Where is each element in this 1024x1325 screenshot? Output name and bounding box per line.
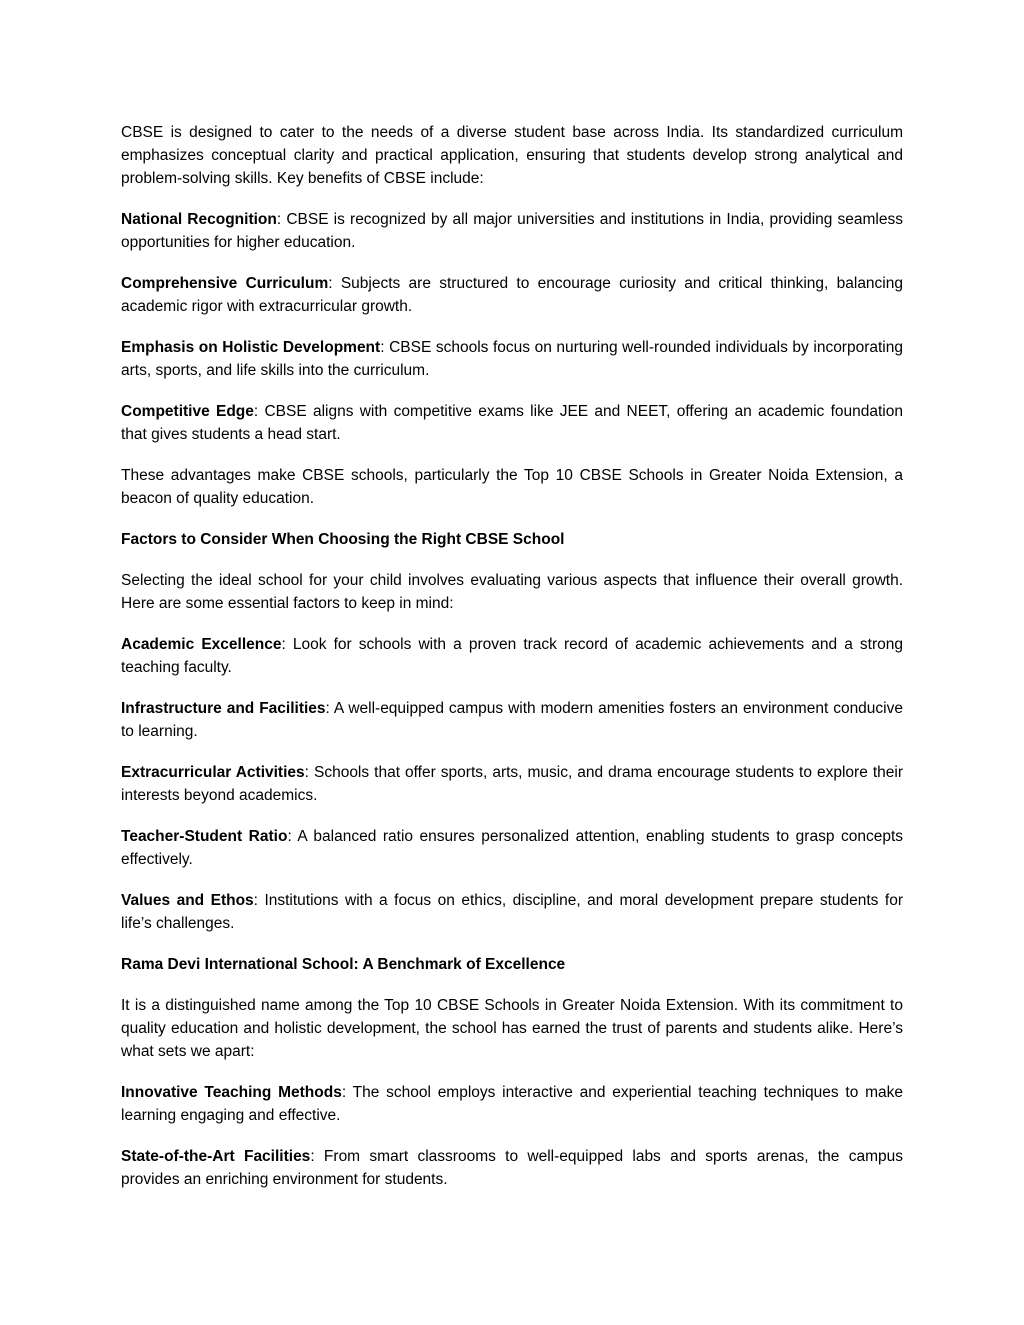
benefit-term: Emphasis on Holistic Development xyxy=(121,339,381,356)
factor-text: : Schools that offer sports, arts, music, and drama encourage students to explore their interests beyond academics. xyxy=(121,764,903,804)
factor-text: : Look for schools with a proven track record of academic achievements and a strong teaching faculty. xyxy=(121,636,903,676)
factor-term: Teacher-Student Ratio xyxy=(121,828,288,845)
intro-paragraph: CBSE is designed to cater to the needs of a diverse student base across India. Its standardized curriculum emphasizes conceptual clarity and practical application, ensuring that students develop strong analytical and problem-solving skills. Key benefits of CBSE include: xyxy=(121,124,903,187)
factor-values-ethos xyxy=(121,889,903,935)
benefit-competitive-edge xyxy=(121,400,903,446)
rama-devi-heading: Rama Devi International School: A Benchmark of Excellence xyxy=(121,956,566,973)
feature-innovative-teaching xyxy=(121,1081,903,1127)
benefit-text: : CBSE is recognized by all major universities and institutions in India, providing seamless opportunities for higher education. xyxy=(121,211,903,251)
factor-term: Values and Ethos xyxy=(121,892,254,909)
benefit-text: : CBSE aligns with competitive exams like JEE and NEET, offering an academic foundation that gives students a head start. xyxy=(121,403,903,443)
benefit-national-recognition xyxy=(121,208,903,254)
benefit-text: : CBSE schools focus on nurturing well-rounded individuals by incorporating arts, sports, and life skills into the curriculum. xyxy=(121,339,903,379)
rama-devi-intro: It is a distinguished name among the Top 10 CBSE Schools in Greater Noida Extension. With its commitment to quality education and holistic development, the school has earned the trust of parents and students alike. Here’s what sets we apart: xyxy=(121,997,903,1060)
factors-heading: Factors to Consider When Choosing the Right CBSE School xyxy=(121,531,565,548)
factor-extracurricular xyxy=(121,761,903,807)
factor-teacher-student-ratio xyxy=(121,825,903,871)
factor-term: Extracurricular Activities xyxy=(121,764,305,781)
factors-intro: Selecting the ideal school for your child involves evaluating various aspects that influence their overall growth. Here are some essential factors to keep in mind: xyxy=(121,572,903,612)
advantages-paragraph: These advantages make CBSE schools, particularly the Top 10 CBSE Schools in Greater Noida Extension, a beacon of quality education. xyxy=(121,467,903,507)
benefit-term: Competitive Edge xyxy=(121,403,254,420)
factor-academic-excellence xyxy=(121,633,903,679)
benefit-comprehensive-curriculum xyxy=(121,272,903,318)
factor-term: Academic Excellence xyxy=(121,636,282,653)
factor-infrastructure xyxy=(121,697,903,743)
feature-term: Innovative Teaching Methods xyxy=(121,1084,342,1101)
feature-text: : From smart classrooms to well-equipped labs and sports arenas, the campus provides an enriching environment for students. xyxy=(121,1148,903,1188)
factor-text: : A well-equipped campus with modern amenities fosters an environment conducive to learning. xyxy=(121,700,903,740)
feature-text: : The school employs interactive and experiential teaching techniques to make learning engaging and effective. xyxy=(121,1084,904,1124)
factor-text: : A balanced ratio ensures personalized attention, enabling students to grasp concepts effectively. xyxy=(121,828,904,868)
benefit-term: National Recognition xyxy=(121,211,277,228)
document-page xyxy=(121,121,903,1209)
feature-facilities xyxy=(121,1145,903,1191)
factor-text: : Institutions with a focus on ethics, discipline, and moral development prepare students for life’s challenges. xyxy=(121,892,903,932)
factor-term: Infrastructure and Facilities xyxy=(121,700,326,717)
benefit-term: Comprehensive Curriculum xyxy=(121,275,329,292)
benefit-text: : Subjects are structured to encourage curiosity and critical thinking, balancing academic rigor with extracurricular growth. xyxy=(121,275,903,315)
feature-term: State-of-the-Art Facilities xyxy=(121,1148,311,1165)
benefit-holistic-development xyxy=(121,336,903,382)
